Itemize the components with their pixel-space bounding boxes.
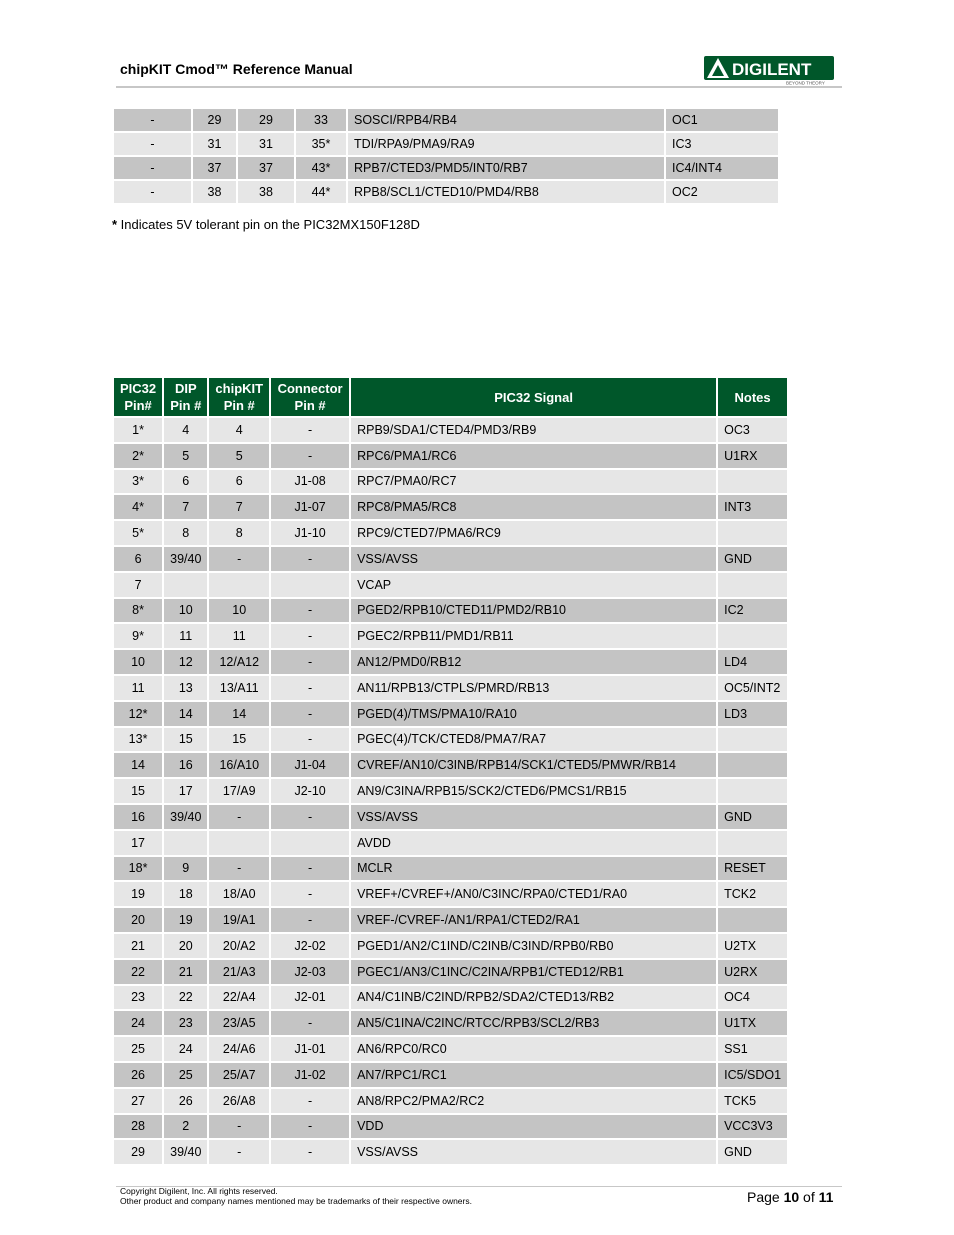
table-cell: J2-03 — [271, 960, 349, 984]
table-cell: AN11/RPB13/CTPLS/PMRD/RB13 — [351, 676, 716, 700]
table-cell: J1-01 — [271, 1037, 349, 1061]
table-cell: 4* — [114, 495, 162, 519]
table-cell: GND — [718, 805, 787, 829]
table-cell: RPB7/CTED3/PMD5/INT0/RB7 — [348, 157, 664, 179]
table-cell: PGED1/AN2/C1IND/C2INB/C3IND/RPB0/RB0 — [351, 934, 716, 958]
table-row — [114, 1011, 787, 1035]
table-cell: 19/A1 — [209, 908, 269, 932]
table-row — [114, 444, 787, 468]
table-cell: 11 — [114, 676, 162, 700]
table-cell: AN8/RPC2/PMA2/RC2 — [351, 1089, 716, 1113]
table-row — [114, 676, 787, 700]
table-cell: RPB8/SCL1/CTED10/PMD4/RB8 — [348, 181, 664, 203]
table-cell: - — [271, 624, 349, 648]
table-cell: 23/A5 — [209, 1011, 269, 1035]
table-cell: 12/A12 — [209, 650, 269, 674]
table-cell: 9 — [164, 857, 207, 881]
table-cell: - — [271, 547, 349, 571]
table-cell: IC4/INT4 — [666, 157, 778, 179]
table-cell: - — [271, 857, 349, 881]
table-cell: 11 — [209, 624, 269, 648]
copyright-text: Copyright Digilent, Inc. All rights reserved. — [120, 1186, 278, 1196]
table-cell: TDI/RPA9/PMA9/RA9 — [348, 133, 664, 155]
table-cell: AN5/C1INA/C2INC/RTCC/RPB3/SCL2/RB3 — [351, 1011, 716, 1035]
table-cell: 22 — [164, 986, 207, 1010]
table-cell: 28 — [114, 1115, 162, 1139]
table-cell: - — [271, 1115, 349, 1139]
table-cell: - — [209, 547, 269, 571]
table-row — [114, 986, 787, 1010]
table-cell: VSS/AVSS — [351, 1140, 716, 1164]
table-cell: AN4/C1INB/C2IND/RPB2/SDA2/CTED13/RB2 — [351, 986, 716, 1010]
table-cell: J1-08 — [271, 470, 349, 494]
column-header-line: PIC32 — [120, 381, 157, 396]
pin-map-header-row — [114, 378, 787, 416]
table-cell: SOSCI/RPB4/RB4 — [348, 109, 664, 131]
table-row — [114, 495, 787, 519]
table-cell: 13* — [114, 728, 162, 752]
table-cell: 26 — [114, 1063, 162, 1087]
table-cell: VREF-/CVREF-/AN1/RPA1/CTED2/RA1 — [351, 908, 716, 932]
table-cell — [164, 573, 207, 597]
table-cell: 1* — [114, 418, 162, 442]
table-cell: 15 — [209, 728, 269, 752]
table-cell: 8 — [209, 521, 269, 545]
table-cell: 6 — [164, 470, 207, 494]
table-row — [114, 1115, 787, 1139]
table-row — [114, 1089, 787, 1113]
table-cell — [271, 573, 349, 597]
table-cell: OC5/INT2 — [718, 676, 787, 700]
table-cell: 13 — [164, 676, 207, 700]
table-cell: 38 — [193, 181, 236, 203]
pin-map-table — [112, 376, 789, 1166]
table-cell: 16 — [114, 805, 162, 829]
table-cell: 6 — [114, 547, 162, 571]
column-header — [114, 378, 162, 416]
column-header-line: Pin# — [124, 398, 152, 413]
table-cell: 12* — [114, 702, 162, 726]
table-row — [114, 779, 787, 803]
table-cell: 7 — [164, 495, 207, 519]
table-cell: 20 — [114, 908, 162, 932]
table-cell: J1-02 — [271, 1063, 349, 1087]
trademark-text: Other product and company names mentioned may be trademarks of their respective owners. — [120, 1196, 472, 1206]
table-cell — [718, 624, 787, 648]
table-cell: 9* — [114, 624, 162, 648]
column-header-line: Pin # — [223, 398, 255, 413]
table-cell: 15 — [114, 779, 162, 803]
table-cell: 43* — [296, 157, 346, 179]
table-cell: TCK5 — [718, 1089, 787, 1113]
table-cell: - — [209, 1140, 269, 1164]
page-of: of — [799, 1189, 819, 1205]
table-cell: VDD — [351, 1115, 716, 1139]
table-cell — [718, 521, 787, 545]
table-cell: 16 — [164, 753, 207, 777]
table-cell — [718, 779, 787, 803]
table-cell: IC3 — [666, 133, 778, 155]
table-cell — [164, 831, 207, 855]
table-cell: 21 — [164, 960, 207, 984]
table-cell: - — [271, 599, 349, 623]
table-cell — [718, 753, 787, 777]
table-cell: RPC9/CTED7/PMA6/RC9 — [351, 521, 716, 545]
column-header-line: PIC32 Signal — [494, 389, 573, 405]
table-cell: RPC7/PMA0/RC7 — [351, 470, 716, 494]
table-cell: VSS/AVSS — [351, 547, 716, 571]
table-cell: J1-10 — [271, 521, 349, 545]
table-cell: 24 — [114, 1011, 162, 1035]
column-header-line: Connector — [277, 381, 343, 396]
table-cell: 3* — [114, 470, 162, 494]
table-cell — [718, 573, 787, 597]
table-cell: - — [271, 1011, 349, 1035]
document-title: chipKIT Cmod™ Reference Manual — [120, 61, 353, 77]
table-cell: 5* — [114, 521, 162, 545]
top-pin-table-body — [114, 109, 778, 203]
table-row — [114, 547, 787, 571]
table-row — [114, 133, 778, 155]
table-row — [114, 650, 787, 674]
table-cell: RPB9/SDA1/CTED4/PMD3/RB9 — [351, 418, 716, 442]
table-cell: J2-10 — [271, 779, 349, 803]
table-cell: - — [271, 444, 349, 468]
table-cell: VCC3V3 — [718, 1115, 787, 1139]
table-cell: U1TX — [718, 1011, 787, 1035]
table-cell: AVDD — [351, 831, 716, 855]
table-cell: U1RX — [718, 444, 787, 468]
footnote-star: * — [112, 217, 118, 232]
table-cell: 14 — [164, 702, 207, 726]
table-cell: 39/40 — [164, 1140, 207, 1164]
header-divider — [116, 86, 842, 88]
table-cell: LD4 — [718, 650, 787, 674]
table-cell: 6 — [209, 470, 269, 494]
table-cell — [209, 573, 269, 597]
table-cell: J2-01 — [271, 986, 349, 1010]
table-row — [114, 805, 787, 829]
table-cell: - — [271, 1140, 349, 1164]
table-cell: 25/A7 — [209, 1063, 269, 1087]
table-cell: 20 — [164, 934, 207, 958]
digilent-logo — [704, 56, 834, 85]
table-cell: VCAP — [351, 573, 716, 597]
table-cell: 14 — [209, 702, 269, 726]
table-cell: 35* — [296, 133, 346, 155]
table-cell: 21 — [114, 934, 162, 958]
table-cell: 31 — [193, 133, 236, 155]
table-cell: - — [271, 908, 349, 932]
table-cell: 5 — [164, 444, 207, 468]
table-cell: - — [271, 882, 349, 906]
table-cell: 14 — [114, 753, 162, 777]
column-header — [164, 378, 207, 416]
table-row — [114, 1140, 787, 1164]
table-row — [114, 418, 787, 442]
table-cell: 10 — [164, 599, 207, 623]
table-cell: 20/A2 — [209, 934, 269, 958]
table-row — [114, 728, 787, 752]
page-number — [747, 1189, 833, 1205]
table-cell: IC2 — [718, 599, 787, 623]
table-cell: - — [209, 857, 269, 881]
table-cell: INT3 — [718, 495, 787, 519]
page-word: Page — [747, 1189, 784, 1205]
column-header — [271, 378, 349, 416]
table-cell: RESET — [718, 857, 787, 881]
table-cell — [209, 831, 269, 855]
table-cell: 39/40 — [164, 805, 207, 829]
table-cell: U2RX — [718, 960, 787, 984]
table-cell: 17 — [114, 831, 162, 855]
table-row — [114, 908, 787, 932]
table-cell: LD3 — [718, 702, 787, 726]
table-row — [114, 157, 778, 179]
table-cell: 25 — [114, 1037, 162, 1061]
table-cell: AN12/PMD0/RB12 — [351, 650, 716, 674]
column-header-line: DIP — [174, 381, 197, 396]
table-cell: 38 — [238, 181, 294, 203]
table-cell: OC3 — [718, 418, 787, 442]
table-cell: OC4 — [718, 986, 787, 1010]
table-cell: 29 — [193, 109, 236, 131]
table-cell: - — [271, 650, 349, 674]
table-cell: 17 — [164, 779, 207, 803]
table-cell — [718, 831, 787, 855]
table-cell: 24/A6 — [209, 1037, 269, 1061]
column-header-line: Pin # — [170, 398, 202, 413]
page-current: 10 — [783, 1189, 800, 1205]
table-cell: 27 — [114, 1089, 162, 1113]
table-cell: 37 — [238, 157, 294, 179]
table-row — [114, 573, 787, 597]
table-row — [114, 960, 787, 984]
table-cell: GND — [718, 1140, 787, 1164]
table-row — [114, 1037, 787, 1061]
table-row — [114, 702, 787, 726]
table-cell: - — [271, 728, 349, 752]
table-cell: IC5/SDO1 — [718, 1063, 787, 1087]
table-row — [114, 934, 787, 958]
table-cell: 4 — [209, 418, 269, 442]
page-total: 11 — [818, 1189, 834, 1205]
table-cell: PGEC1/AN3/C1INC/C2INA/RPB1/CTED12/RB1 — [351, 960, 716, 984]
table-cell: 8* — [114, 599, 162, 623]
footnote-text: Indicates 5V tolerant pin on the PIC32MX150F128D — [117, 217, 420, 232]
table-row — [114, 882, 787, 906]
table-cell: 2* — [114, 444, 162, 468]
table-cell: - — [209, 805, 269, 829]
table-cell: 23 — [164, 1011, 207, 1035]
table-cell: - — [271, 805, 349, 829]
table-row — [114, 599, 787, 623]
pin-map-table-body — [114, 418, 787, 1164]
table-cell: J2-02 — [271, 934, 349, 958]
logo-text: DIGILENT — [732, 60, 812, 79]
table-cell: 19 — [164, 908, 207, 932]
table-row — [114, 470, 787, 494]
table-cell: TCK2 — [718, 882, 787, 906]
column-header-line: chipKIT — [215, 381, 264, 396]
table-cell: 10 — [209, 599, 269, 623]
table-cell: 26/A8 — [209, 1089, 269, 1113]
column-header-line: Pin # — [294, 398, 326, 413]
table-cell: 37 — [193, 157, 236, 179]
table-row — [114, 857, 787, 881]
table-cell: 29 — [114, 1140, 162, 1164]
table-cell: RPC8/PMA5/RC8 — [351, 495, 716, 519]
table-cell: 2 — [164, 1115, 207, 1139]
table-cell: - — [271, 1089, 349, 1113]
table-cell: 12 — [164, 650, 207, 674]
table-cell: OC2 — [666, 181, 778, 203]
table-cell: 18* — [114, 857, 162, 881]
table-cell: - — [271, 702, 349, 726]
table-cell: - — [114, 133, 191, 155]
table-cell: 22/A4 — [209, 986, 269, 1010]
table-cell: 23 — [114, 986, 162, 1010]
table-cell: 16/A10 — [209, 753, 269, 777]
table-cell: 11 — [164, 624, 207, 648]
table-cell: 22 — [114, 960, 162, 984]
table-cell: - — [209, 1115, 269, 1139]
table-cell: 7 — [114, 573, 162, 597]
table-cell: CVREF/AN10/C3INB/RPB14/SCK1/CTED5/PMWR/RB14 — [351, 753, 716, 777]
footnote — [112, 217, 420, 232]
column-header — [718, 378, 787, 416]
table-cell: 31 — [238, 133, 294, 155]
table-cell: OC1 — [666, 109, 778, 131]
table-cell: PGEC(4)/TCK/CTED8/PMA7/RA7 — [351, 728, 716, 752]
table-cell: VREF+/CVREF+/AN0/C3INC/RPA0/CTED1/RA0 — [351, 882, 716, 906]
table-cell: 13/A11 — [209, 676, 269, 700]
table-cell: MCLR — [351, 857, 716, 881]
column-header — [209, 378, 269, 416]
table-row — [114, 624, 787, 648]
table-cell: 29 — [238, 109, 294, 131]
table-cell: GND — [718, 547, 787, 571]
table-cell: 18/A0 — [209, 882, 269, 906]
table-cell: AN7/RPC1/RC1 — [351, 1063, 716, 1087]
table-cell: AN9/C3INA/RPB15/SCK2/CTED6/PMCS1/RB15 — [351, 779, 716, 803]
table-cell: J1-07 — [271, 495, 349, 519]
table-cell: 17/A9 — [209, 779, 269, 803]
table-cell: 18 — [164, 882, 207, 906]
table-cell: 10 — [114, 650, 162, 674]
table-cell: AN6/RPC0/RC0 — [351, 1037, 716, 1061]
table-cell: - — [114, 157, 191, 179]
table-row — [114, 831, 787, 855]
table-cell: 7 — [209, 495, 269, 519]
table-cell — [718, 908, 787, 932]
table-row — [114, 109, 778, 131]
table-cell: 15 — [164, 728, 207, 752]
table-cell: 24 — [164, 1037, 207, 1061]
table-cell: - — [271, 418, 349, 442]
table-cell: VSS/AVSS — [351, 805, 716, 829]
logo-tagline: BEYOND THEORY — [786, 80, 825, 85]
table-cell: SS1 — [718, 1037, 787, 1061]
table-row — [114, 753, 787, 777]
table-row — [114, 521, 787, 545]
table-cell: PGED2/RPB10/CTED11/PMD2/RB10 — [351, 599, 716, 623]
table-cell: PGEC2/RPB11/PMD1/RB11 — [351, 624, 716, 648]
table-cell: 39/40 — [164, 547, 207, 571]
table-cell: - — [114, 181, 191, 203]
table-cell: 21/A3 — [209, 960, 269, 984]
table-cell: J1-04 — [271, 753, 349, 777]
footer-legal — [120, 1186, 472, 1206]
table-cell: 33 — [296, 109, 346, 131]
table-cell — [271, 831, 349, 855]
table-cell: 8 — [164, 521, 207, 545]
table-cell: - — [114, 109, 191, 131]
table-row — [114, 1063, 787, 1087]
table-cell — [718, 728, 787, 752]
table-row — [114, 181, 778, 203]
table-cell: U2TX — [718, 934, 787, 958]
table-cell: 44* — [296, 181, 346, 203]
top-pin-table — [112, 107, 780, 205]
table-cell: RPC6/PMA1/RC6 — [351, 444, 716, 468]
table-cell: 19 — [114, 882, 162, 906]
table-cell: 4 — [164, 418, 207, 442]
table-cell: - — [271, 676, 349, 700]
table-cell: 25 — [164, 1063, 207, 1087]
table-cell: PGED(4)/TMS/PMA10/RA10 — [351, 702, 716, 726]
table-cell — [718, 470, 787, 494]
column-header-line: Notes — [734, 389, 771, 405]
table-cell: 26 — [164, 1089, 207, 1113]
column-header — [351, 378, 716, 416]
table-cell: 5 — [209, 444, 269, 468]
